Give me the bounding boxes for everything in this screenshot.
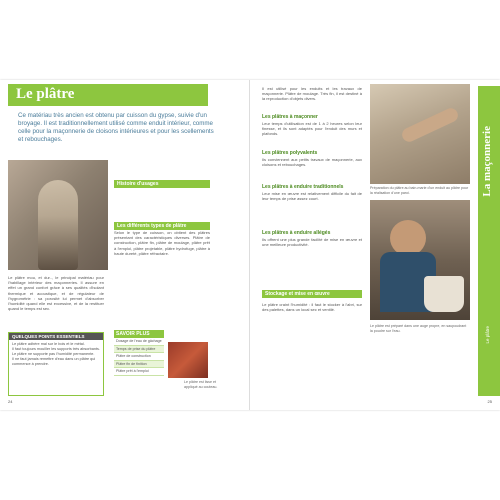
heading-enduire-alleges: Les plâtres à enduire allégés <box>262 230 331 236</box>
title-bar <box>8 84 208 106</box>
heading-platres-polyvalents: Les plâtres polyvalents <box>262 150 318 156</box>
savoir-plus-table <box>114 330 164 376</box>
page-title: Le plâtre <box>16 86 75 102</box>
photo-caption: Préparation du plâtre au bain-marie d'un enduit au plâtre pour la réalisation d'une paroi. <box>370 186 469 195</box>
savoir-row: Dosage de l'eau de gâchage <box>114 338 164 346</box>
text-enduire-alleges: Ils offrent une plus grande facilité de mise en œuvre et une meilleure productivité. <box>262 237 362 248</box>
heading-enduire-traditionnels: Les plâtres à enduire traditionnels <box>262 184 344 190</box>
key-points-list <box>9 340 103 369</box>
trowel-wall-photo <box>370 84 470 184</box>
key-points-title: QUELQUES POINTS ESSENTIELS <box>9 333 103 340</box>
left-page <box>0 80 250 410</box>
chapter-title: La maçonnerie <box>481 126 493 197</box>
key-point: Le plâtre ne supporte pas l'humidité permanente. <box>12 352 95 356</box>
key-point: Il faut toujours mouiller les supports très absorbants. <box>12 347 101 351</box>
page-number: 25 <box>487 399 492 404</box>
text-stockage: Le plâtre craint l'humidité : il faut le stocker à l'abri, sur des palettes, dans un local sec et ventilé. <box>262 302 362 313</box>
worker-head <box>390 220 426 256</box>
heading-stockage: Stockage et mise en œuvre <box>262 290 362 298</box>
page-number: 24 <box>8 399 13 404</box>
worker-mixing-photo <box>370 200 470 320</box>
plastering-photo <box>8 160 108 270</box>
hand-trowel-photo <box>168 342 208 378</box>
text-enduire-traditionnels: Leur mise en œuvre est relativement difficile du fait de leur temps de prise assez court. <box>262 191 362 202</box>
section-heading-types: Les différents types de plâtre <box>114 222 210 230</box>
body-text-col1: Le plâtre mou, et dur.., le principal matériau pour l'habillage intérieur des maçonneries. Il assure en effet un grand confort grâce à ses qualités d'isolant thermique et acoustique, et de régulateur de l'hygrométrie : sa porosité lui permet d'absorber l'humidité quand elle est excessive, et de la restituer quand le temps est sec. <box>8 275 104 312</box>
arm-with-trowel <box>400 106 460 144</box>
intro-text: Ce matériau très ancien est obtenu par cuisson du gypse, suivie d'un broyage. Il est traditionnellement utilisé comme enduit intérieur, comme celle pour la maçonnerie de cloisons intérieures et pour les scellements et rebouchages. <box>18 112 214 143</box>
savoir-plus-title: SAVOIR PLUS <box>114 330 164 338</box>
plaster-bucket <box>424 276 464 312</box>
savoir-row: Temps de prise du plâtre <box>114 346 164 354</box>
key-point: Le plâtre adhère mal sur le bois et le métal. <box>12 342 85 346</box>
text-platres-maconner: Leur temps d'utilisation est de 1 à 2 heures selon leur finesse, et ils sont adaptés pour l'enduit des murs et plafonds. <box>262 121 362 137</box>
savoir-row: Plâtre prêt à l'emploi <box>114 368 164 376</box>
savoir-row: Plâtre de construction <box>114 353 164 361</box>
key-point: Il ne faut jamais remettre d'eau dans un plâtre qui commence à prendre. <box>12 357 96 366</box>
right-page <box>250 80 500 410</box>
savoir-row: Plâtre fin de finition <box>114 361 164 369</box>
body-text-intro: Il est utilisé pour les enduits et les travaux de maçonnerie. Plâtre de moulage. Très fin, il est destiné à la reproduction d'objets divers. <box>262 86 362 102</box>
text-platres-polyvalents: Ils conviennent aux petits travaux de maçonnerie, aux cloisons et rebouchages. <box>262 157 362 168</box>
key-points-box <box>8 332 104 396</box>
chapter-side-tab <box>478 86 500 396</box>
worker-figure <box>38 180 78 270</box>
photo-caption: Le plâtre est préparé dans une auge propre, en saupoudrant la poudre sur l'eau. <box>370 324 467 333</box>
body-text-col2: Selon le type de cuisson, on obtient des plâtres présentant des caractéristiques diverses. Plâtre de construction, plâtre fin, plâtre de moulage, plâtre prêt à l'emploi, plâtre projetable, plâtre hydrofuge, plâtre à haute dureté, plâtre réfractaire. <box>114 230 210 256</box>
photo-caption: Le plâtre est lisse et appliqué au couteau. <box>184 380 218 389</box>
chapter-subtitle: Le plâtre <box>485 326 490 344</box>
book-spread <box>0 80 500 410</box>
section-heading-usage: Histoire d'usages <box>114 180 210 188</box>
heading-platres-maconner: Les plâtres à maçonner <box>262 114 318 120</box>
